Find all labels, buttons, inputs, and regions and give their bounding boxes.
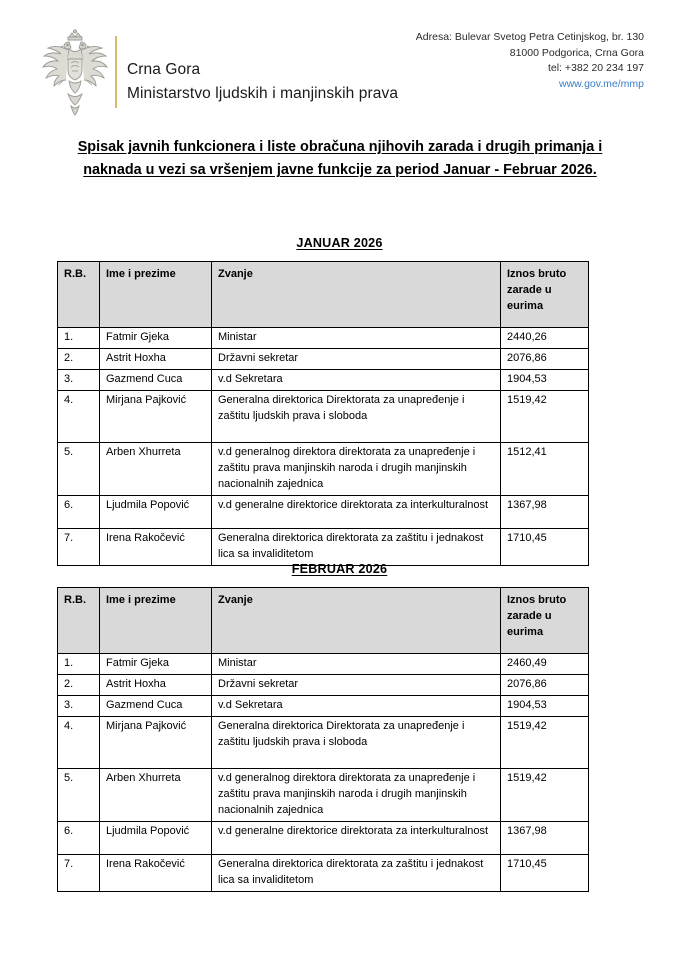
cell-amount: 1367,98 [501,495,589,528]
cell-name: Fatmir Gjeka [100,328,212,349]
table-row [58,348,589,369]
cell-rb: 7. [58,854,100,891]
cell-rb: 6. [58,821,100,854]
cell-name: Irena Rakočević [100,528,212,565]
cell-name: Gazmend Cuca [100,695,212,716]
cell-rb: 3. [58,369,100,390]
column-header-name: Ime i prezime [100,588,212,654]
table-row [58,716,589,768]
cell-title: v.d generalne direktorice direktorata za interkulturalnost [212,495,501,528]
cell-amount: 1519,42 [501,390,589,442]
table-row [58,695,589,716]
page-title: Spisak javnih funkcionera i liste obračuna njihovih zarada i drugih primanja i naknada u vezi sa vršenjem javne funkcije za period Januar - Februar 2026. [77,139,603,179]
column-header-name: Ime i prezime [100,262,212,328]
cell-amount: 1904,53 [501,369,589,390]
table-row [58,495,589,528]
cell-rb: 3. [58,695,100,716]
cell-rb: 1. [58,328,100,349]
cell-amount: 1519,42 [501,768,589,821]
cell-name: Arben Xhurreta [100,442,212,495]
cell-rb: 4. [58,390,100,442]
cell-rb: 5. [58,768,100,821]
column-header-title: Zvanje [212,262,501,328]
cell-amount: 1367,98 [501,821,589,854]
cell-amount: 2076,86 [501,348,589,369]
cell-amount: 2460,49 [501,654,589,675]
cell-title: Generalna direktorica Direktorata za unapređenje i zaštitu ljudskih prava i sloboda [212,716,501,768]
column-header-rb: R.B. [58,588,100,654]
cell-amount: 2076,86 [501,674,589,695]
cell-title: Državni sekretar [212,674,501,695]
address-line-2: 81000 Podgorica, Crna Gora [509,46,644,59]
cell-rb: 7. [58,528,100,565]
table-row [58,654,589,675]
column-header-rb: R.B. [58,262,100,328]
cell-amount: 1904,53 [501,695,589,716]
website-link[interactable]: www.gov.me/mmp [559,77,644,90]
cell-rb: 2. [58,674,100,695]
cell-name: Ljudmila Popović [100,821,212,854]
cell-title: Generalna direktorica direktorata za zaštitu i jednakost lica sa invaliditetom [212,854,501,891]
table-row [58,369,589,390]
cell-name: Astrit Hoxha [100,348,212,369]
cell-title: Državni sekretar [212,348,501,369]
section-februar [0,562,679,892]
cell-name: Ljudmila Popović [100,495,212,528]
table-row [58,390,589,442]
cell-title: Generalna direktorica Direktorata za unapređenje i zaštitu ljudskih prava i sloboda [212,390,501,442]
cell-amount: 2440,26 [501,328,589,349]
cell-name: Fatmir Gjeka [100,654,212,675]
cell-rb: 5. [58,442,100,495]
cell-name: Gazmend Cuca [100,369,212,390]
month-heading: JANUAR 2026 [296,236,383,250]
cell-amount: 1512,41 [501,442,589,495]
cell-rb: 6. [58,495,100,528]
column-header-amount: Iznos bruto zarade u eurima [501,588,589,654]
table-row [58,821,589,854]
cell-name: Irena Rakočević [100,854,212,891]
cell-rb: 2. [58,348,100,369]
table-header-row [58,588,589,654]
cell-name: Mirjana Pajković [100,390,212,442]
cell-title: Ministar [212,654,501,675]
cell-title: v.d Sekretara [212,369,501,390]
cell-name: Astrit Hoxha [100,674,212,695]
letterhead [0,22,679,126]
table-row [58,442,589,495]
cell-rb: 1. [58,654,100,675]
cell-title: v.d generalne direktorice direktorata za interkulturalnost [212,821,501,854]
cell-title: v.d Sekretara [212,695,501,716]
cell-title: v.d generalnog direktora direktorata za unapređenje i zaštitu prava manjinskih naroda i drugih manjinskih nacionalnih zajednica [212,768,501,821]
cell-amount: 1519,42 [501,716,589,768]
column-header-amount: Iznos bruto zarade u eurima [501,262,589,328]
cell-rb: 4. [58,716,100,768]
cell-amount: 1710,45 [501,854,589,891]
ministry-name: Ministarstvo ljudskih i manjinskih prava [127,85,399,103]
table-row [58,854,589,891]
table-row [58,768,589,821]
table-row [58,328,589,349]
table-row [58,528,589,565]
month-heading: FEBRUAR 2026 [291,562,388,576]
phone-line: tel: +382 20 234 197 [547,62,644,75]
cell-name: Arben Xhurreta [100,768,212,821]
brand-text [127,58,398,106]
column-header-title: Zvanje [212,588,501,654]
section-januar [0,236,679,566]
cell-title: Ministar [212,328,501,349]
contact-block [416,30,644,92]
brand-divider [115,36,117,108]
table-row [58,674,589,695]
montenegro-coat-of-arms-icon [38,26,112,122]
salary-table-januar [57,261,589,566]
country-name: Crna Gora [127,61,201,78]
address-line-1: Adresa: Bulevar Svetog Petra Cetinjskog, br. 130 [415,31,644,43]
cell-title: v.d generalnog direktora direktorata za unapređenje i zaštitu prava manjinskih naroda i drugih manjinskih nacionalnih zajednica [212,442,501,495]
cell-amount: 1710,45 [501,528,589,565]
table-header-row [58,262,589,328]
salary-table-februar [57,587,589,892]
cell-title: Generalna direktorica direktorata za zaštitu i jednakost lica sa invaliditetom [212,528,501,565]
cell-name: Mirjana Pajković [100,716,212,768]
